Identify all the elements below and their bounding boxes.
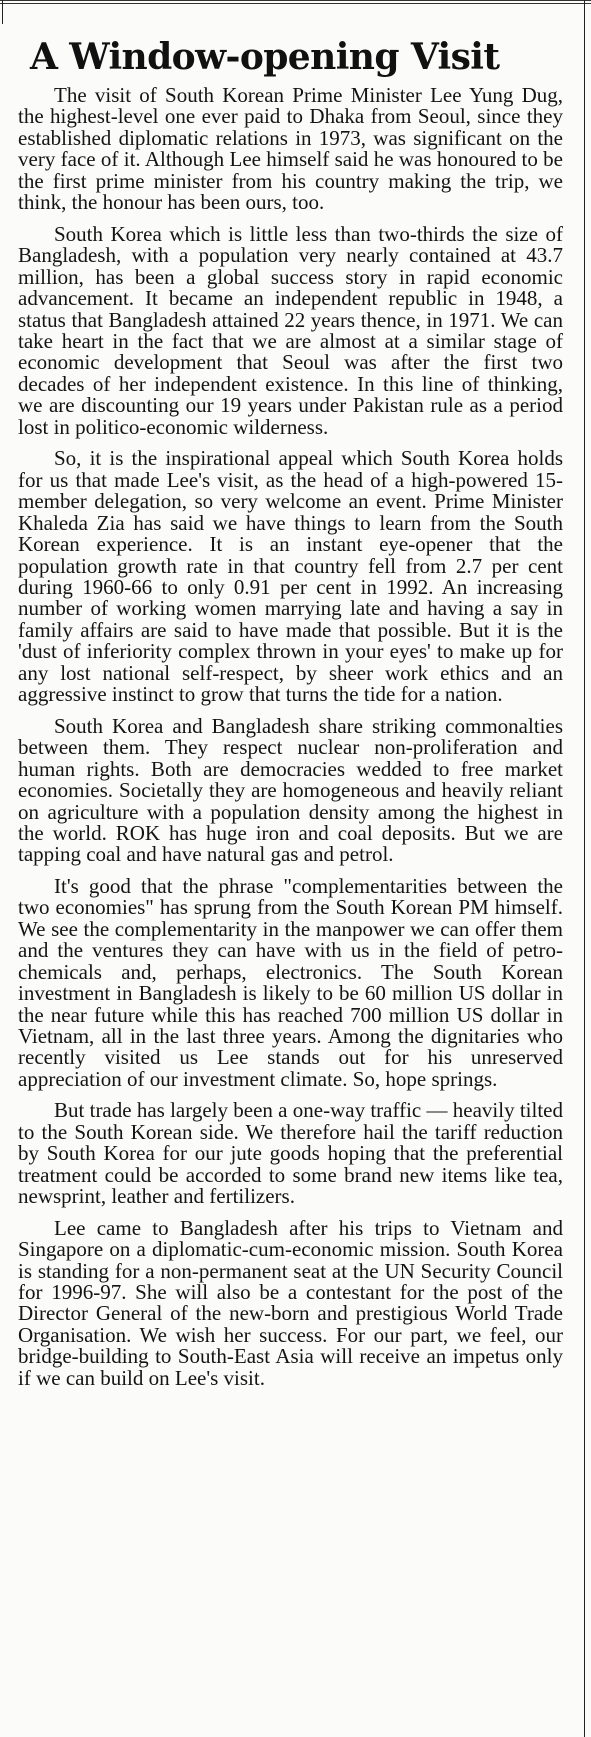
- top-rule: [0, 0, 591, 4]
- paragraph-2: South Korea which is little less than two-thirds the size of Bangladesh, with a population very nearly contained at 43.7 million, has been a global success story in rapid economic advancement. It became an independent republic in 1948, a status that Bangladesh attained 22 years thence, in 1971. We can take heart in the fact that we are almost at a similar stage of economic development that Seoul was after the first two decades of her independent existence. In this line of thinking, we are discounting our 19 years under Pakistan rule as a period lost in politico-economic wilderness.: [18, 221, 563, 439]
- left-rule: [2, 0, 3, 24]
- paragraph-5: It's good that the phrase "complementarities between the two economies" has sprung from the South Korean PM himself. We see the complementarity in the manpower we can offer them and the ventures they can have with us in the field of petro-chemicals and, perhaps, electronics. The South Korean investment in Bangladesh is likely to be 60 million US dollar in the near future while this has reached 700 million US dollar in Vietnam, all in the last three years. Among the dignitaries who recently visited us Lee stands out for his unreserved appreciation of our investment climate. So, hope springs.: [18, 873, 563, 1091]
- article-headline: A Window-opening Visit: [30, 36, 500, 78]
- paragraph-7: Lee came to Bangladesh after his trips to Vietnam and Singapore on a diplomatic-cum-economic mission. South Korea is standing for a non-permanent seat at the UN Security Council for 1996-97. She will also be a contestant for the post of the Director General of the new-born and prestigious World Trade Organisation. We wish her success. For our part, we feel, our bridge-building to South-East Asia will receive an impetus only if we can build on Lee's visit.: [18, 1215, 563, 1390]
- paragraph-6: But trade has largely been a one-way traffic — heavily tilted to the South Korean side. We therefore hail the tariff reduction by South Korea for our jute goods hoping that the preferential treatment could be accorded to some brand new items like tea, newsprint, leather and fertilizers.: [18, 1098, 563, 1209]
- right-rule: [584, 0, 585, 1737]
- article-body: [18, 85, 563, 1389]
- paragraph-1: The visit of South Korean Prime Minister Lee Yung Dug, the highest-level one ever paid to Dhaka from Seoul, since they established diplomatic relations in 1973, was significant on the very face of it. Although Lee himself said he was honoured to be the first prime minister from his country making the trip, we think, the honour has been ours, too.: [18, 83, 563, 215]
- paragraph-4: South Korea and Bangladesh share striking commonalties between them. They respect nuclear non-proliferation and human rights. Both are democracies wedded to free market economies. Societally they are homogeneous and heavily reliant on agriculture with a population density among the highest in the world. ROK has huge iron and coal deposits. But we are tapping coal and have natural gas and petrol.: [18, 713, 563, 867]
- paragraph-3: So, it is the inspirational appeal which South Korea holds for us that made Lee's visit, as the head of a high-powered 15-member delegation, so very welcome an event. Prime Minister Khaleda Zia has said we have things to learn from the South Korean experience. It is an instant eye-opener that the population growth rate in that country fell from 2.7 per cent during 1960-66 to only 0.91 per cent in 1992. An increasing number of working women marrying late and having a say in family affairs are said to have made that possible. But it is the 'dust of inferiority complex thrown in your eyes' to make up for any lost national self-respect, by sheer work ethics and an aggressive instinct to grow that turns the tide for a nation.: [18, 446, 563, 707]
